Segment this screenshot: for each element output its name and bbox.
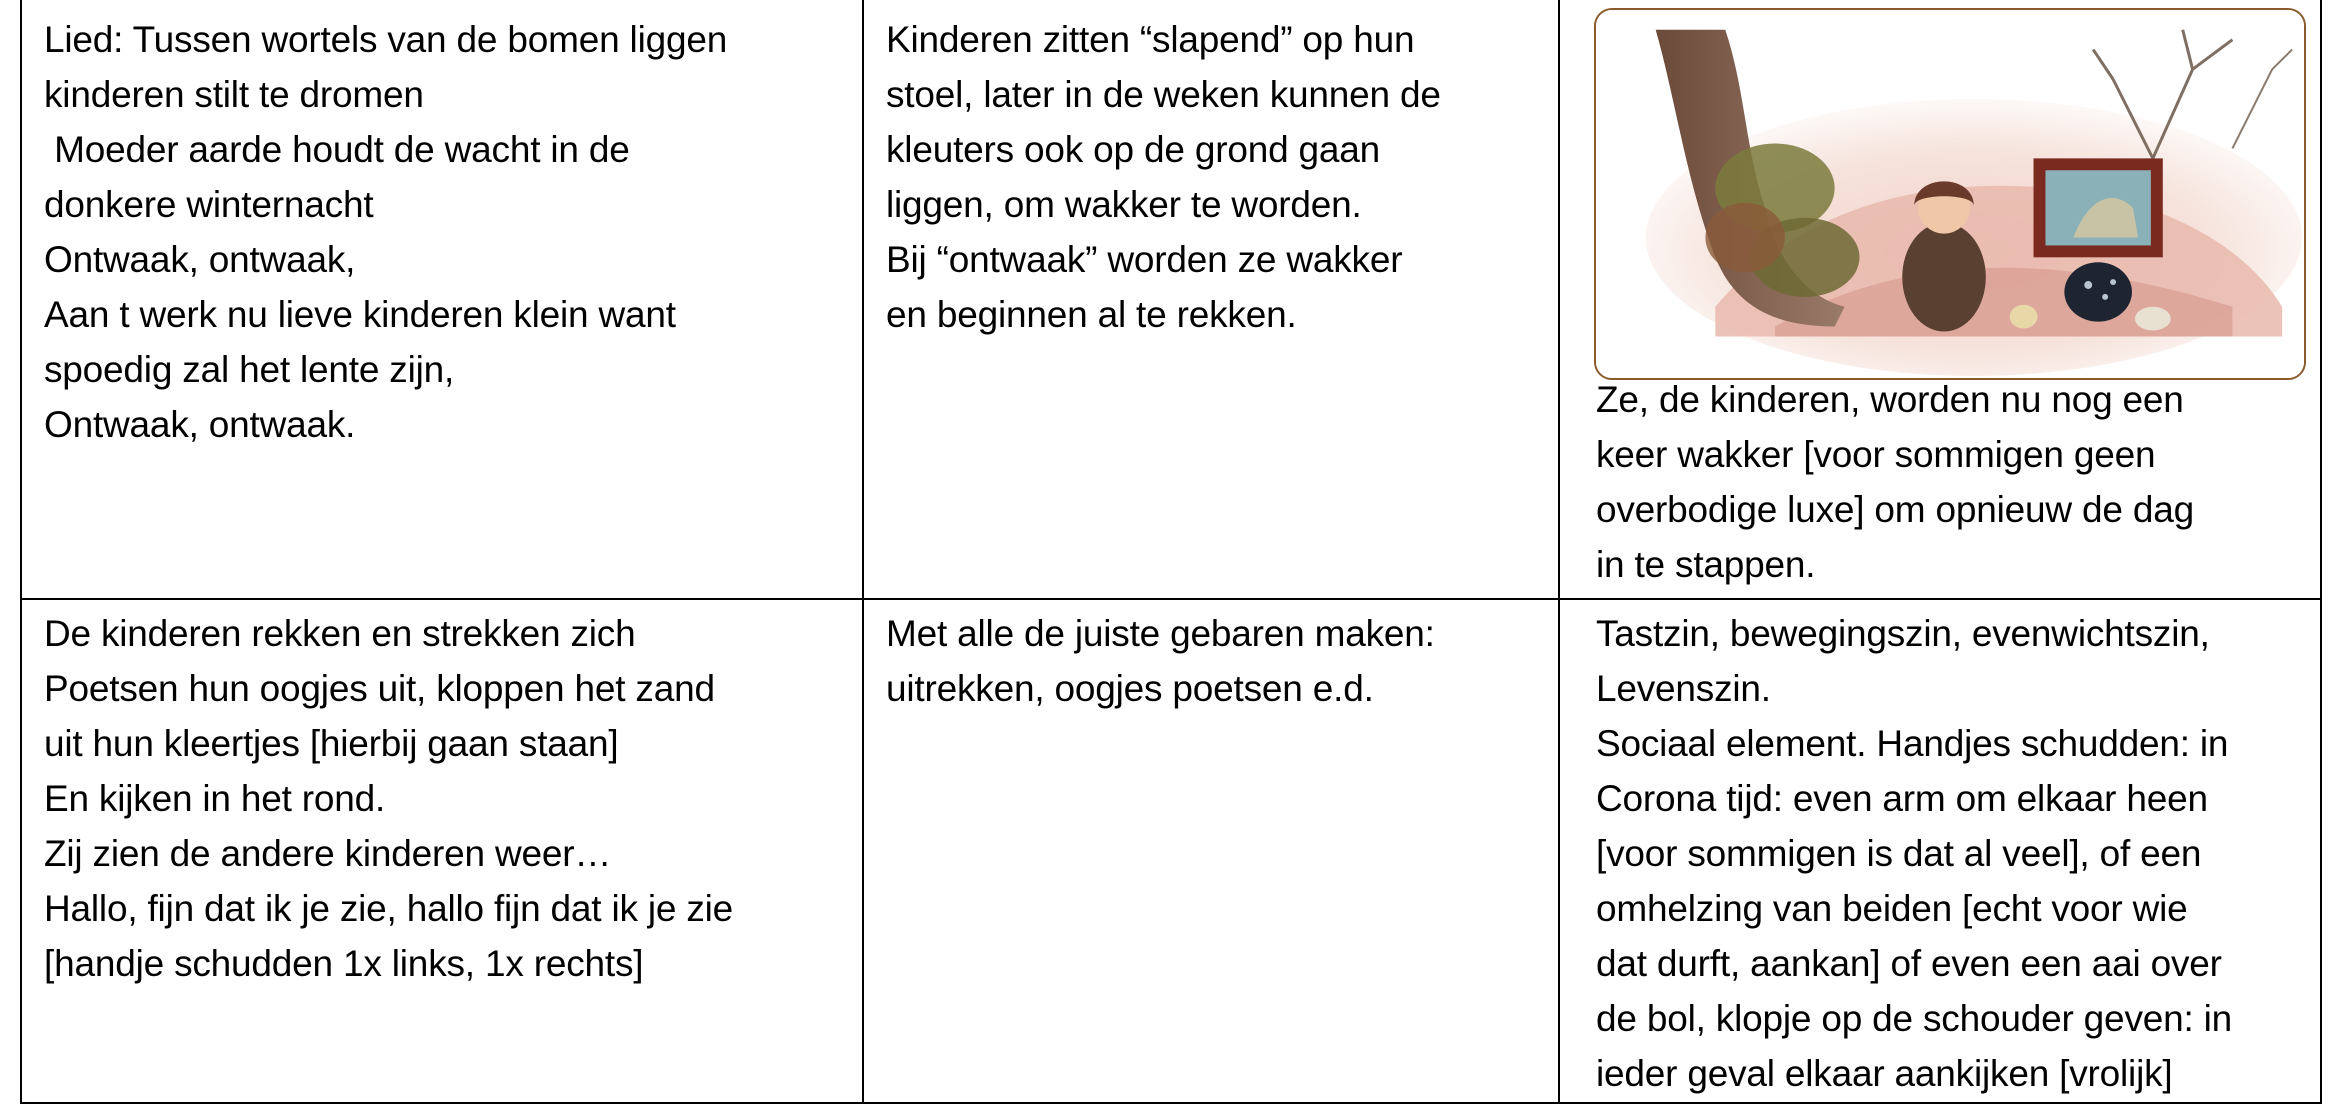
table-row — [22, 600, 2320, 1104]
song-lyrics-cell — [22, 0, 864, 598]
notes-cell — [1560, 600, 2322, 1104]
text-line: Levenszin. — [1596, 668, 1771, 709]
text-line: overbodige luxe] om opnieuw de dag — [1596, 489, 2194, 530]
text-line: De kinderen rekken en strekken zich — [44, 613, 636, 654]
text-line: Met alle de juiste gebaren maken: — [886, 613, 1435, 654]
text-line: en beginnen al te rekken. — [886, 294, 1297, 335]
text-line: uit hun kleertjes [hierbij gaan staan] — [44, 723, 619, 764]
instructions-cell — [864, 0, 1560, 598]
text-line: kleuters ook op de grond gaan — [886, 129, 1381, 170]
text-line: de bol, klopje op de schouder geven: in — [1596, 998, 2233, 1039]
text-line: kinderen stilt te dromen — [44, 74, 424, 115]
text-line: [handje schudden 1x links, 1x rechts] — [44, 943, 644, 984]
text-line: Corona tijd: even arm om elkaar heen — [1596, 778, 2208, 819]
text-line: spoedig zal het lente zijn, — [44, 349, 455, 390]
text-line: [voor sommigen is dat al veel], of een — [1596, 833, 2202, 874]
text-line: Tastzin, bewegingszin, evenwichtszin, — [1596, 613, 2210, 654]
text-line: in te stappen. — [1596, 544, 1816, 585]
text-line: dat durft, aankan] of even een aai over — [1596, 943, 2222, 984]
text-line: Ontwaak, ontwaak. — [44, 404, 356, 445]
text-line: uitrekken, oogjes poetsen e.d. — [886, 668, 1374, 709]
text-line: Sociaal element. Handjes schudden: in — [1596, 723, 2229, 764]
song-lyrics-cell — [22, 600, 864, 1104]
text-line: stoel, later in de weken kunnen de — [886, 74, 1441, 115]
text-line: liggen, om wakker te worden. — [886, 184, 1362, 225]
text-line: ieder geval elkaar aankijken [vrolijk] — [1596, 1053, 2173, 1094]
text-line: donkere winternacht — [44, 184, 374, 225]
text-line: keer wakker [voor sommigen geen — [1596, 434, 2156, 475]
text-line: En kijken in het rond. — [44, 778, 386, 819]
text-line: Moeder aarde houdt de wacht in de — [44, 129, 630, 170]
text-line: Aan t werk nu lieve kinderen klein want — [44, 294, 676, 335]
text-line: Kinderen zitten “slapend” op hun — [886, 19, 1415, 60]
instructions-cell — [864, 600, 1560, 1104]
lesson-table — [20, 0, 2322, 1104]
text-line: Poetsen hun oogjes uit, kloppen het zand — [44, 668, 715, 709]
text-line: Ze, de kinderen, worden nu nog een — [1596, 379, 2184, 420]
notes-cell — [1560, 0, 2322, 598]
table-row — [22, 0, 2320, 600]
seasonal-table-illustration — [1596, 10, 2304, 378]
seasonal-table-photo — [1594, 8, 2306, 380]
text-line: Zij zien de andere kinderen weer… — [44, 833, 612, 874]
text-line: Ontwaak, ontwaak, — [44, 239, 356, 280]
text-line: Bij “ontwaak” worden ze wakker — [886, 239, 1403, 280]
text-line: omhelzing van beiden [echt voor wie — [1596, 888, 2188, 929]
text-line: Hallo, fijn dat ik je zie, hallo fijn dat ik je zie — [44, 888, 734, 929]
text-line: Lied: Tussen wortels van de bomen liggen — [44, 19, 728, 60]
